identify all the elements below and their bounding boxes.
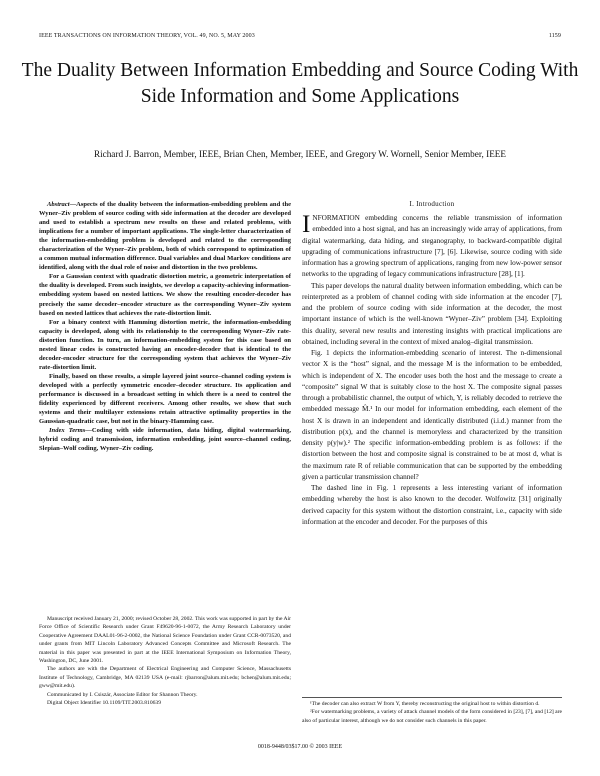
footnote-1: ¹The decoder can also extract W from Y, thereby reconstructing the original host to within distortion d. [310,701,540,707]
introduction-column [302,200,562,528]
manuscript-footnote [39,615,291,707]
column-footnotes [302,697,562,725]
intro-paragraph-4: The dashed line in Fig. 1 represents a less interesting variant of information embedding whereby the host is also known to the decoder. Wolfowitz [31] originally derived capacity for this system without the distortion constraint, i.e., capacity with side information at the encoder and decoder. For the purposes of this [302,484,562,526]
abstract-column [39,200,291,453]
drop-cap: I [302,211,311,238]
journal-line: IEEE TRANSACTIONS ON INFORMATION THEORY, VOL. 49, NO. 5, MAY 2003 [39,33,255,39]
intro-paragraph-1: INFORMATION embedding concerns the reliable transmission of information embedded into a host signal, and has an increasingly wide array of applications, from digital watermarking, data hiding, and steganography, to backward-compatible digital upgrading of communications infrastructure [7], [6]. Likewise, source coding with side information has a growing spectrum of applications, ranging from new low-power sensor networks to the upgrading of legacy communications infrastructure [28], [1]. [302,211,562,279]
running-header [39,33,561,39]
affiliation-note: The authors are with the Department of Electrical Engineering and Computer Science, Massachusetts Institute of Technology, Cambridge, MA 02139 USA (e-mail: rjbarron@alum.mit.edu; bchen@alum.mit.edu; gww@mit.edu). [39,666,291,690]
section-heading: I. Introduction [409,200,455,208]
abstract-label: Abstract [47,201,70,208]
abstract-paragraph-4: Finally, based on these results, a simple layered joint source–channel coding system is developed with a perfectly symmetric encoder–decoder structure. Its application and performance is discussed in a broadcast setting in which there is a need to control the fidelity experienced by different receivers. Among other results, we show that such systems and their multilayer extensions retain attractive optimality properties in the Gaussian-quadratic case, but not in the binary-Hamming case. [39,372,291,426]
manuscript-note: Manuscript received January 21, 2000; revised October 28, 2002. This work was supported in part by the Air Force Office of Scientific Research under Grant F49620-96-1-0072, the Army Research Laboratory under Cooperative Agreement DAAL01-96-2-0002, the National Science Foundation under Grant CCR-0073520, and under grants from MIT Lincoln Laboratory Advanced Concepts Committee and Microsoft Research. The material in this paper was presented in part at the IEEE International Symposium on Information Theory, Washington, DC, June 2001. [39,616,291,665]
paper-title: The Duality Between Information Embedding and Source Coding With Side Information and Some Applications [21,60,579,107]
abstract-paragraph-1: Abstract—Aspects of the duality between the information-embedding problem and the Wyner–Ziv problem of source coding with side information at the decoder are developed and used to establish a spectrum new results on these and related problems, with implications for a number of important applications. The single-letter characterization of the information-embedding problem is developed and related to the corresponding characterization of the Wyner–Ziv problem, both of which correspond to optimization of a common mutual information difference. Dual variables and dual Markov conditions are identified, along with the dual role of noise and distortion in the two problems. [39,201,291,272]
index-terms-label: Index Terms [49,427,86,435]
page-number: 1159 [548,33,561,39]
abstract-paragraph-2: For a Gaussian context with quadratic distortion metric, a geometric interpretation of the duality is developed. From such insights, we develop a capacity-achieving information-embedding system based on nested lattices. We show the resulting encoder-decoder has precisely the same decoder–encoder structure as the corresponding Wyner–Ziv system based on nested lattices that achieves the rate-distortion limit. [39,273,291,317]
intro-paragraph-3: Fig. 1 depicts the information-embedding scenario of interest. The n-dimensional vector X is the “host” signal, and the message M is the information to be embedded, which is independent of X. The encoder uses both the host and the message to create a “composite” signal W that is suitably close to the host X. The composite signal passes through a probabilistic channel, the output of which, Y, is reliably decoded to retrieve the embedded message M̂.¹ In our model for information embedding, each element of the host X is drawn in an independent and identically distributed (i.i.d.) manner from the distribution p(x), and the channel is memoryless and characterized by the transition density p(y|w).² The specific information-embedding problem is as follows: if the distortion between the host and composite signal is constrained to be at most d, what is the maximum rate R of reliable communication that can be supported by the embedding given a particular transmission channel? [302,349,562,481]
author-line: Richard J. Barron, Member, IEEE, Brian Chen, Member, IEEE, and Gregory W. Wornell, Senior Member, IEEE [93,149,507,159]
doi-note: Digital Object Identifier 10.1109/TIT.2003.810639 [47,700,162,707]
footnote-2: ²For watermarking problems, a variety of attack channel models of the form considered in [23], [7], and [12] are also of particular interest, although we do not consider such channels in this paper. [302,709,562,724]
index-terms: Index Terms—Coding with side information, data hiding, digital watermarking, hybrid coding and transmission, information embedding, joint source–channel coding, Slepian–Wolf coding, Wyner–Ziv coding. [39,427,291,453]
communicated-note: Communicated by I. Csiszár, Associate Editor for Shannon Theory. [47,691,198,698]
intro-paragraph-2: This paper develops the natural duality between information embedding, which can be reinterpreted as a problem of channel coding with side information at the encoder [7], and the problem of source coding with side information at the decoder, the most important instance of which is the well-known “Wyner–Ziv” problem [34]. Exploiting this duality, several new results and interesting insights with practical implications are obtained, including several in the context of mixed analog–digital transmission. [302,281,562,346]
abstract-paragraph-3: For a binary context with Hamming distortion metric, the information-embedding capacity is developed, along with its relationship to the corresponding Wyner–Ziv rate-distortion function. In turn, an information-embedding system for this case based on nested linear codes is constructed having an encoder-decoder that is identical to the decoder-encoder structure for the corresponding system that achieves the Wyner–Ziv rate-distortion limit. [39,318,291,371]
copyright-footer: 0018-9448/03$17.00 © 2003 IEEE [257,744,343,750]
